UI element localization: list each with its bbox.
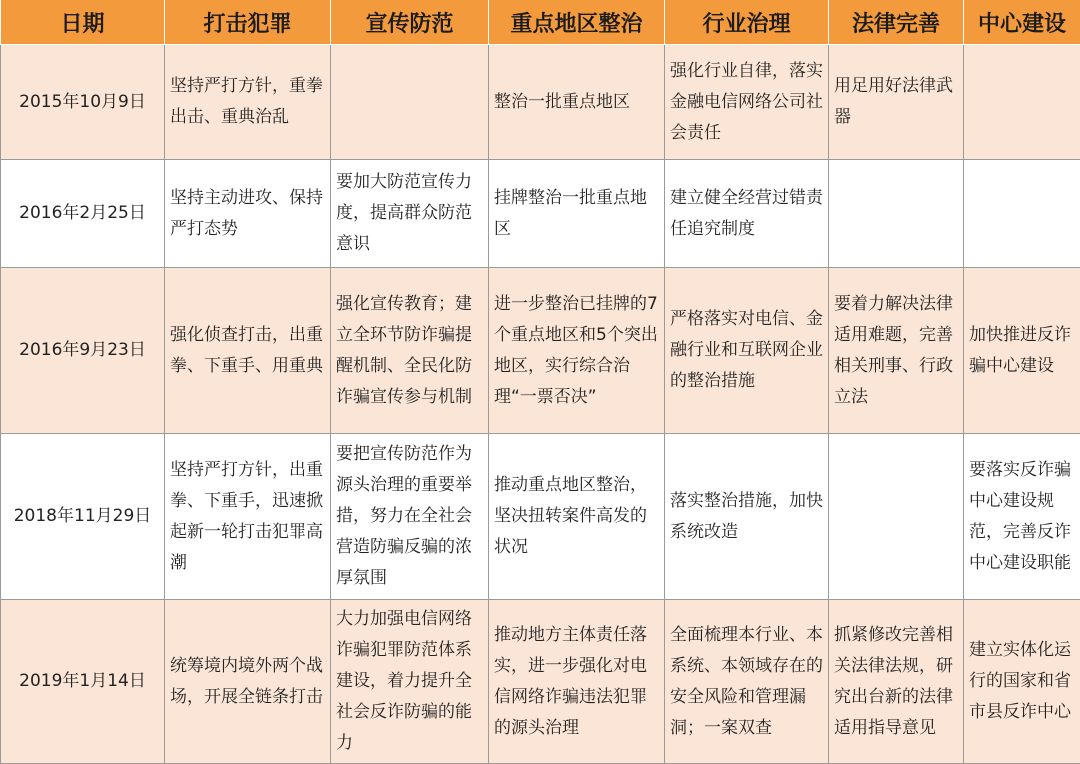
- industry-governance-cell: 建立健全经营过错责任追究制度: [665, 160, 829, 268]
- table-row: [1, 160, 1080, 268]
- legal-improvement-cell: 要着力解决法律适用难题，完善相关刑事、行政立法: [829, 268, 964, 434]
- header-key-area-rectification: 重点地区整治: [489, 0, 665, 45]
- crime-crackdown-cell: 坚持严打方针，出重拳、下重手，迅速掀起新一轮打击犯罪高潮: [165, 434, 331, 600]
- publicity-prevention-cell: 大力加强电信网络诈骗犯罪防范体系建设，着力提升全社会反诈防骗的能力: [331, 600, 489, 764]
- date-cell: 2016年2月25日: [1, 160, 165, 268]
- header-publicity-prevention: 宣传防范: [331, 0, 489, 45]
- table-row: [1, 600, 1080, 764]
- crime-crackdown-cell: 坚持严打方针，重拳出击、重典治乱: [165, 45, 331, 160]
- header-crime-crackdown: 打击犯罪: [165, 0, 331, 45]
- crime-crackdown-cell: 统筹境内境外两个战场，开展全链条打击: [165, 600, 331, 764]
- date-cell: 2016年9月23日: [1, 268, 165, 434]
- publicity-prevention-cell: 要把宣传防范作为源头治理的重要举措，努力在全社会营造防骗反骗的浓厚氛围: [331, 434, 489, 600]
- table-row: [1, 268, 1080, 434]
- industry-governance-cell: 落实整治措施，加快系统改造: [665, 434, 829, 600]
- center-construction-cell: [964, 160, 1080, 268]
- center-construction-cell: 加快推进反诈骗中心建设: [964, 268, 1080, 434]
- center-construction-cell: [964, 45, 1080, 160]
- industry-governance-cell: 严格落实对电信、金融行业和互联网企业的整治措施: [665, 268, 829, 434]
- key-area-rectification-cell: 进一步整治已挂牌的7个重点地区和5个突出地区，实行综合治理“一票否决”: [489, 268, 665, 434]
- legal-improvement-cell: 抓紧修改完善相关法律法规，研究出台新的法律适用指导意见: [829, 600, 964, 764]
- center-construction-cell: 建立实体化运行的国家和省市县反诈中心: [964, 600, 1080, 764]
- key-area-rectification-cell: 整治一批重点地区: [489, 45, 665, 160]
- header-industry-governance: 行业治理: [665, 0, 829, 45]
- date-cell: 2019年1月14日: [1, 600, 165, 764]
- publicity-prevention-cell: 强化宣传教育；建立全环节防诈骗提醒机制、全民化防诈骗宣传参与机制: [331, 268, 489, 434]
- industry-governance-cell: 强化行业自律，落实金融电信网络公司社会责任: [665, 45, 829, 160]
- header-date: 日期: [1, 0, 165, 45]
- key-area-rectification-cell: 推动地方主体责任落实，进一步强化对电信网络诈骗违法犯罪的源头治理: [489, 600, 665, 764]
- publicity-prevention-cell: [331, 45, 489, 160]
- date-cell: 2015年10月9日: [1, 45, 165, 160]
- table-row: [1, 434, 1080, 600]
- legal-improvement-cell: 用足用好法律武器: [829, 45, 964, 160]
- legal-improvement-cell: [829, 160, 964, 268]
- publicity-prevention-cell: 要加大防范宣传力度，提高群众防范意识: [331, 160, 489, 268]
- center-construction-cell: 要落实反诈骗中心建设规范，完善反诈中心建设职能: [964, 434, 1080, 600]
- industry-governance-cell: 全面梳理本行业、本系统、本领域存在的安全风险和管理漏洞；一案双查: [665, 600, 829, 764]
- crime-crackdown-cell: 强化侦查打击，出重拳、下重手、用重典: [165, 268, 331, 434]
- table-row: [1, 45, 1080, 160]
- key-area-rectification-cell: 推动重点地区整治，坚决扭转案件高发的状况: [489, 434, 665, 600]
- header-row: [1, 0, 1080, 45]
- crime-crackdown-cell: 坚持主动进攻、保持严打态势: [165, 160, 331, 268]
- header-legal-improvement: 法律完善: [829, 0, 964, 45]
- legal-improvement-cell: [829, 434, 964, 600]
- header-center-construction: 中心建设: [964, 0, 1080, 45]
- key-area-rectification-cell: 挂牌整治一批重点地区: [489, 160, 665, 268]
- date-cell: 2018年11月29日: [1, 434, 165, 600]
